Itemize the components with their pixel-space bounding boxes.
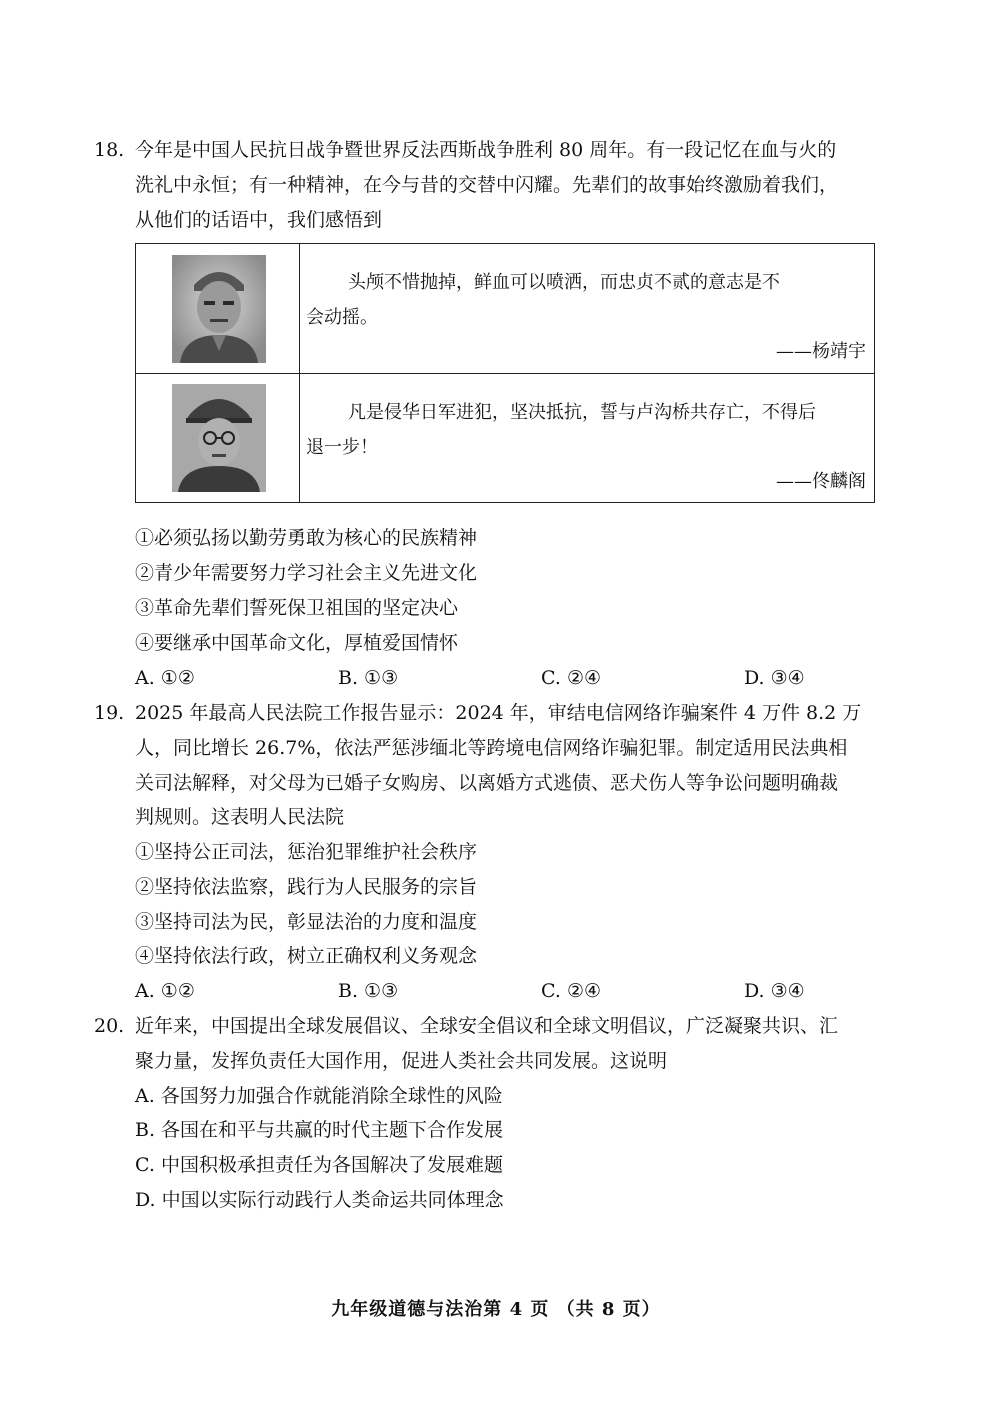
statement: ③坚持司法为民，彰显法治的力度和温度 <box>135 911 478 933</box>
option-a[interactable]: A. ①② <box>135 667 195 689</box>
quote-author: ——杨靖宇 <box>776 341 866 362</box>
statement: ④坚持依法行政，树立正确权利义务观念 <box>135 945 478 967</box>
quote-text: 退一步！ <box>306 437 378 458</box>
option-c[interactable]: C. ②④ <box>541 667 602 689</box>
option-c[interactable]: C. 中国积极承担责任为各国解决了发展难题 <box>135 1154 503 1176</box>
option-d[interactable]: D. ③④ <box>744 667 805 689</box>
statement: ④要继承中国革命文化，厚植爱国情怀 <box>135 632 459 654</box>
page-footer: 九年级道德与法治第 4 页 （共 8 页） <box>331 1299 661 1320</box>
statement: ①必须弘扬以勤劳勇敢为核心的民族精神 <box>135 527 478 549</box>
statement: ①坚持公正司法，惩治犯罪维护社会秩序 <box>135 841 478 863</box>
option-b[interactable]: B. ①③ <box>338 667 399 689</box>
photo-cell <box>136 244 300 373</box>
quote-row <box>136 244 874 374</box>
option-d[interactable]: D. 中国以实际行动践行人类命运共同体理念 <box>135 1189 504 1211</box>
statement: ③革命先辈们誓死保卫祖国的坚定决心 <box>135 597 459 619</box>
question-text-line: 判规则。这表明人民法院 <box>135 806 345 828</box>
question-text-line: 2025 年最高人民法院工作报告显示：2024 年，审结电信网络诈骗案件 4 万件 8.2 万 <box>135 702 862 724</box>
question-number: 20. <box>94 1015 125 1037</box>
question-text-line: 今年是中国人民抗日战争暨世界反法西斯战争胜利 80 周年。有一段记忆在血与火的 <box>135 139 837 161</box>
option-a[interactable]: A. ①② <box>135 980 195 1002</box>
question-text-line: 洗礼中永恒；有一种精神，在今与昔的交替中闪耀。先辈们的故事始终激励着我们， <box>135 174 839 196</box>
portrait-photo <box>172 384 266 492</box>
option-a[interactable]: A. 各国努力加强合作就能消除全球性的风险 <box>135 1085 503 1107</box>
photo-cell <box>136 374 300 502</box>
option-c[interactable]: C. ②④ <box>541 980 602 1002</box>
quote-table <box>135 243 875 503</box>
question-text-line: 从他们的话语中，我们感悟到 <box>135 209 383 231</box>
question-text-line: 关司法解释，对父母为已婚子女购房、以离婚方式逃债、恶犬伤人等争讼问题明确裁 <box>135 772 839 794</box>
statement: ②青少年需要努力学习社会主义先进文化 <box>135 562 478 584</box>
option-b[interactable]: B. 各国在和平与共赢的时代主题下合作发展 <box>135 1119 504 1141</box>
option-b[interactable]: B. ①③ <box>338 980 399 1002</box>
question-text-line: 近年来，中国提出全球发展倡议、全球安全倡议和全球文明倡议，广泛凝聚共识、汇 <box>135 1015 839 1037</box>
portrait-photo <box>172 255 266 363</box>
quote-text: 头颅不惜抛掉，鲜血可以喷洒，而忠贞不贰的意志是不 <box>348 272 780 293</box>
quote-text: 会动摇。 <box>306 307 378 328</box>
statement: ②坚持依法监察，践行为人民服务的宗旨 <box>135 876 478 898</box>
quote-author: ——佟麟阁 <box>776 471 866 492</box>
option-d[interactable]: D. ③④ <box>744 980 805 1002</box>
question-text-line: 人，同比增长 26.7%，依法严惩涉缅北等跨境电信网络诈骗犯罪。制定适用民法典相 <box>135 737 848 759</box>
quote-text: 凡是侵华日军进犯，坚决抵抗，誓与卢沟桥共存亡，不得后 <box>348 402 816 423</box>
question-text-line: 聚力量，发挥负责任大国作用，促进人类社会共同发展。这说明 <box>135 1050 668 1072</box>
question-number: 19. <box>94 702 125 724</box>
quote-row <box>136 374 874 502</box>
question-number: 18. <box>94 139 125 161</box>
